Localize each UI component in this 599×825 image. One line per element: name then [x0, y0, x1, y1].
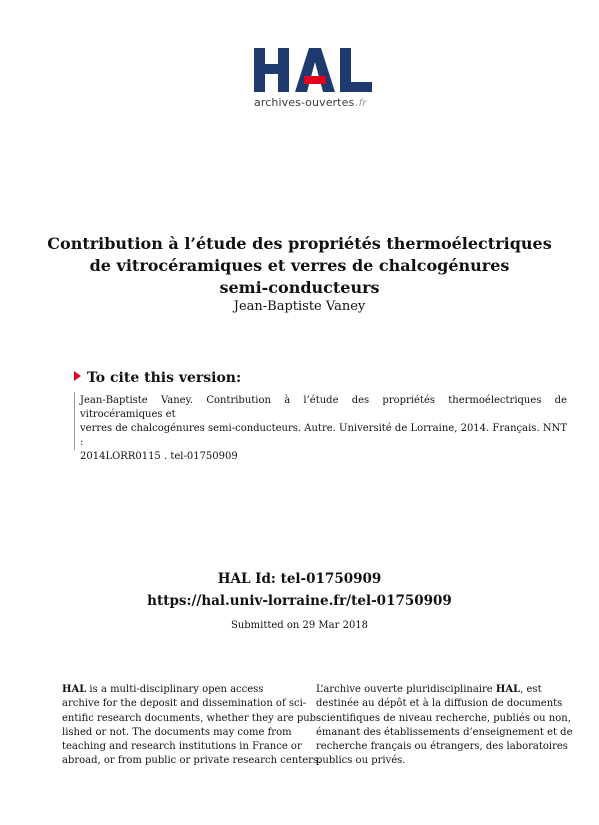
hal-bold: HAL	[495, 684, 521, 695]
notice-text: , est	[520, 684, 542, 695]
logo-suffix: .fr	[355, 98, 367, 109]
notice-line: teaching and research institutions in France or	[62, 741, 302, 753]
citation-line: 2014LORR0115 . tel-01750909	[80, 451, 238, 462]
citation-block	[80, 394, 567, 464]
submission-date: Submitted on 29 Mar 2018	[230, 620, 369, 631]
notice-line: lished or not. The documents may come from	[62, 726, 292, 738]
notice-line: entific research documents, whether they are pub-	[62, 712, 320, 724]
logo-subtitle-text: archives-ouvertes	[254, 96, 355, 109]
notice-line: destinée au dépôt et à la diffusion de documents	[316, 698, 563, 710]
red-triangle-icon	[74, 371, 81, 381]
notice-line: scientifiques de niveau recherche, publiés ou non,	[316, 712, 571, 724]
hal-id: HAL Id: tel-01750909	[217, 571, 382, 587]
notice-text: L’archive ouverte pluridisciplinaire	[316, 684, 496, 695]
citation-line: Jean-Baptiste Vaney. Contribution à l’étude des propriétés thermoélectriques de vitrocéramiques et	[80, 395, 567, 420]
notice-line	[316, 683, 548, 697]
notice-line: abroad, or from public or private research centers.	[62, 755, 322, 767]
title-line: semi-conducteurs	[219, 278, 380, 297]
notice-text: is a multi-disciplinary open access	[86, 684, 264, 695]
notice-line: archive for the deposit and dissemination of sci-	[62, 698, 307, 710]
hal-logo	[252, 44, 392, 120]
hal-logo-subtitle	[254, 96, 366, 109]
hal-logo-mark	[252, 44, 376, 96]
french-notice	[316, 683, 573, 769]
notice-line: publics ou privés.	[316, 755, 406, 767]
citation-line: verres de chalcogénures semi-conducteurs. Autre. Université de Lorraine, 2014. Français. NNT :	[80, 423, 567, 448]
author-name: Jean-Baptiste Vaney	[233, 299, 366, 314]
title-line: Contribution à l’étude des propriétés thermoélectriques	[47, 234, 552, 253]
notice-line: émanant des établissements d’enseignement et de	[316, 726, 573, 738]
cite-heading-text: To cite this version:	[87, 370, 242, 386]
title-line: de vitrocéramiques et verres de chalcogénures	[89, 256, 510, 275]
hal-url-link[interactable]: https://hal.univ-lorraine.fr/tel-01750909	[147, 593, 452, 609]
cite-heading	[74, 370, 241, 386]
document-title	[40, 233, 559, 299]
english-notice	[62, 683, 322, 769]
notice-line	[62, 683, 294, 697]
notice-line: recherche français ou étrangers, des laboratoires	[316, 741, 568, 753]
hal-bold: HAL	[62, 684, 87, 695]
cite-divider	[74, 392, 75, 450]
